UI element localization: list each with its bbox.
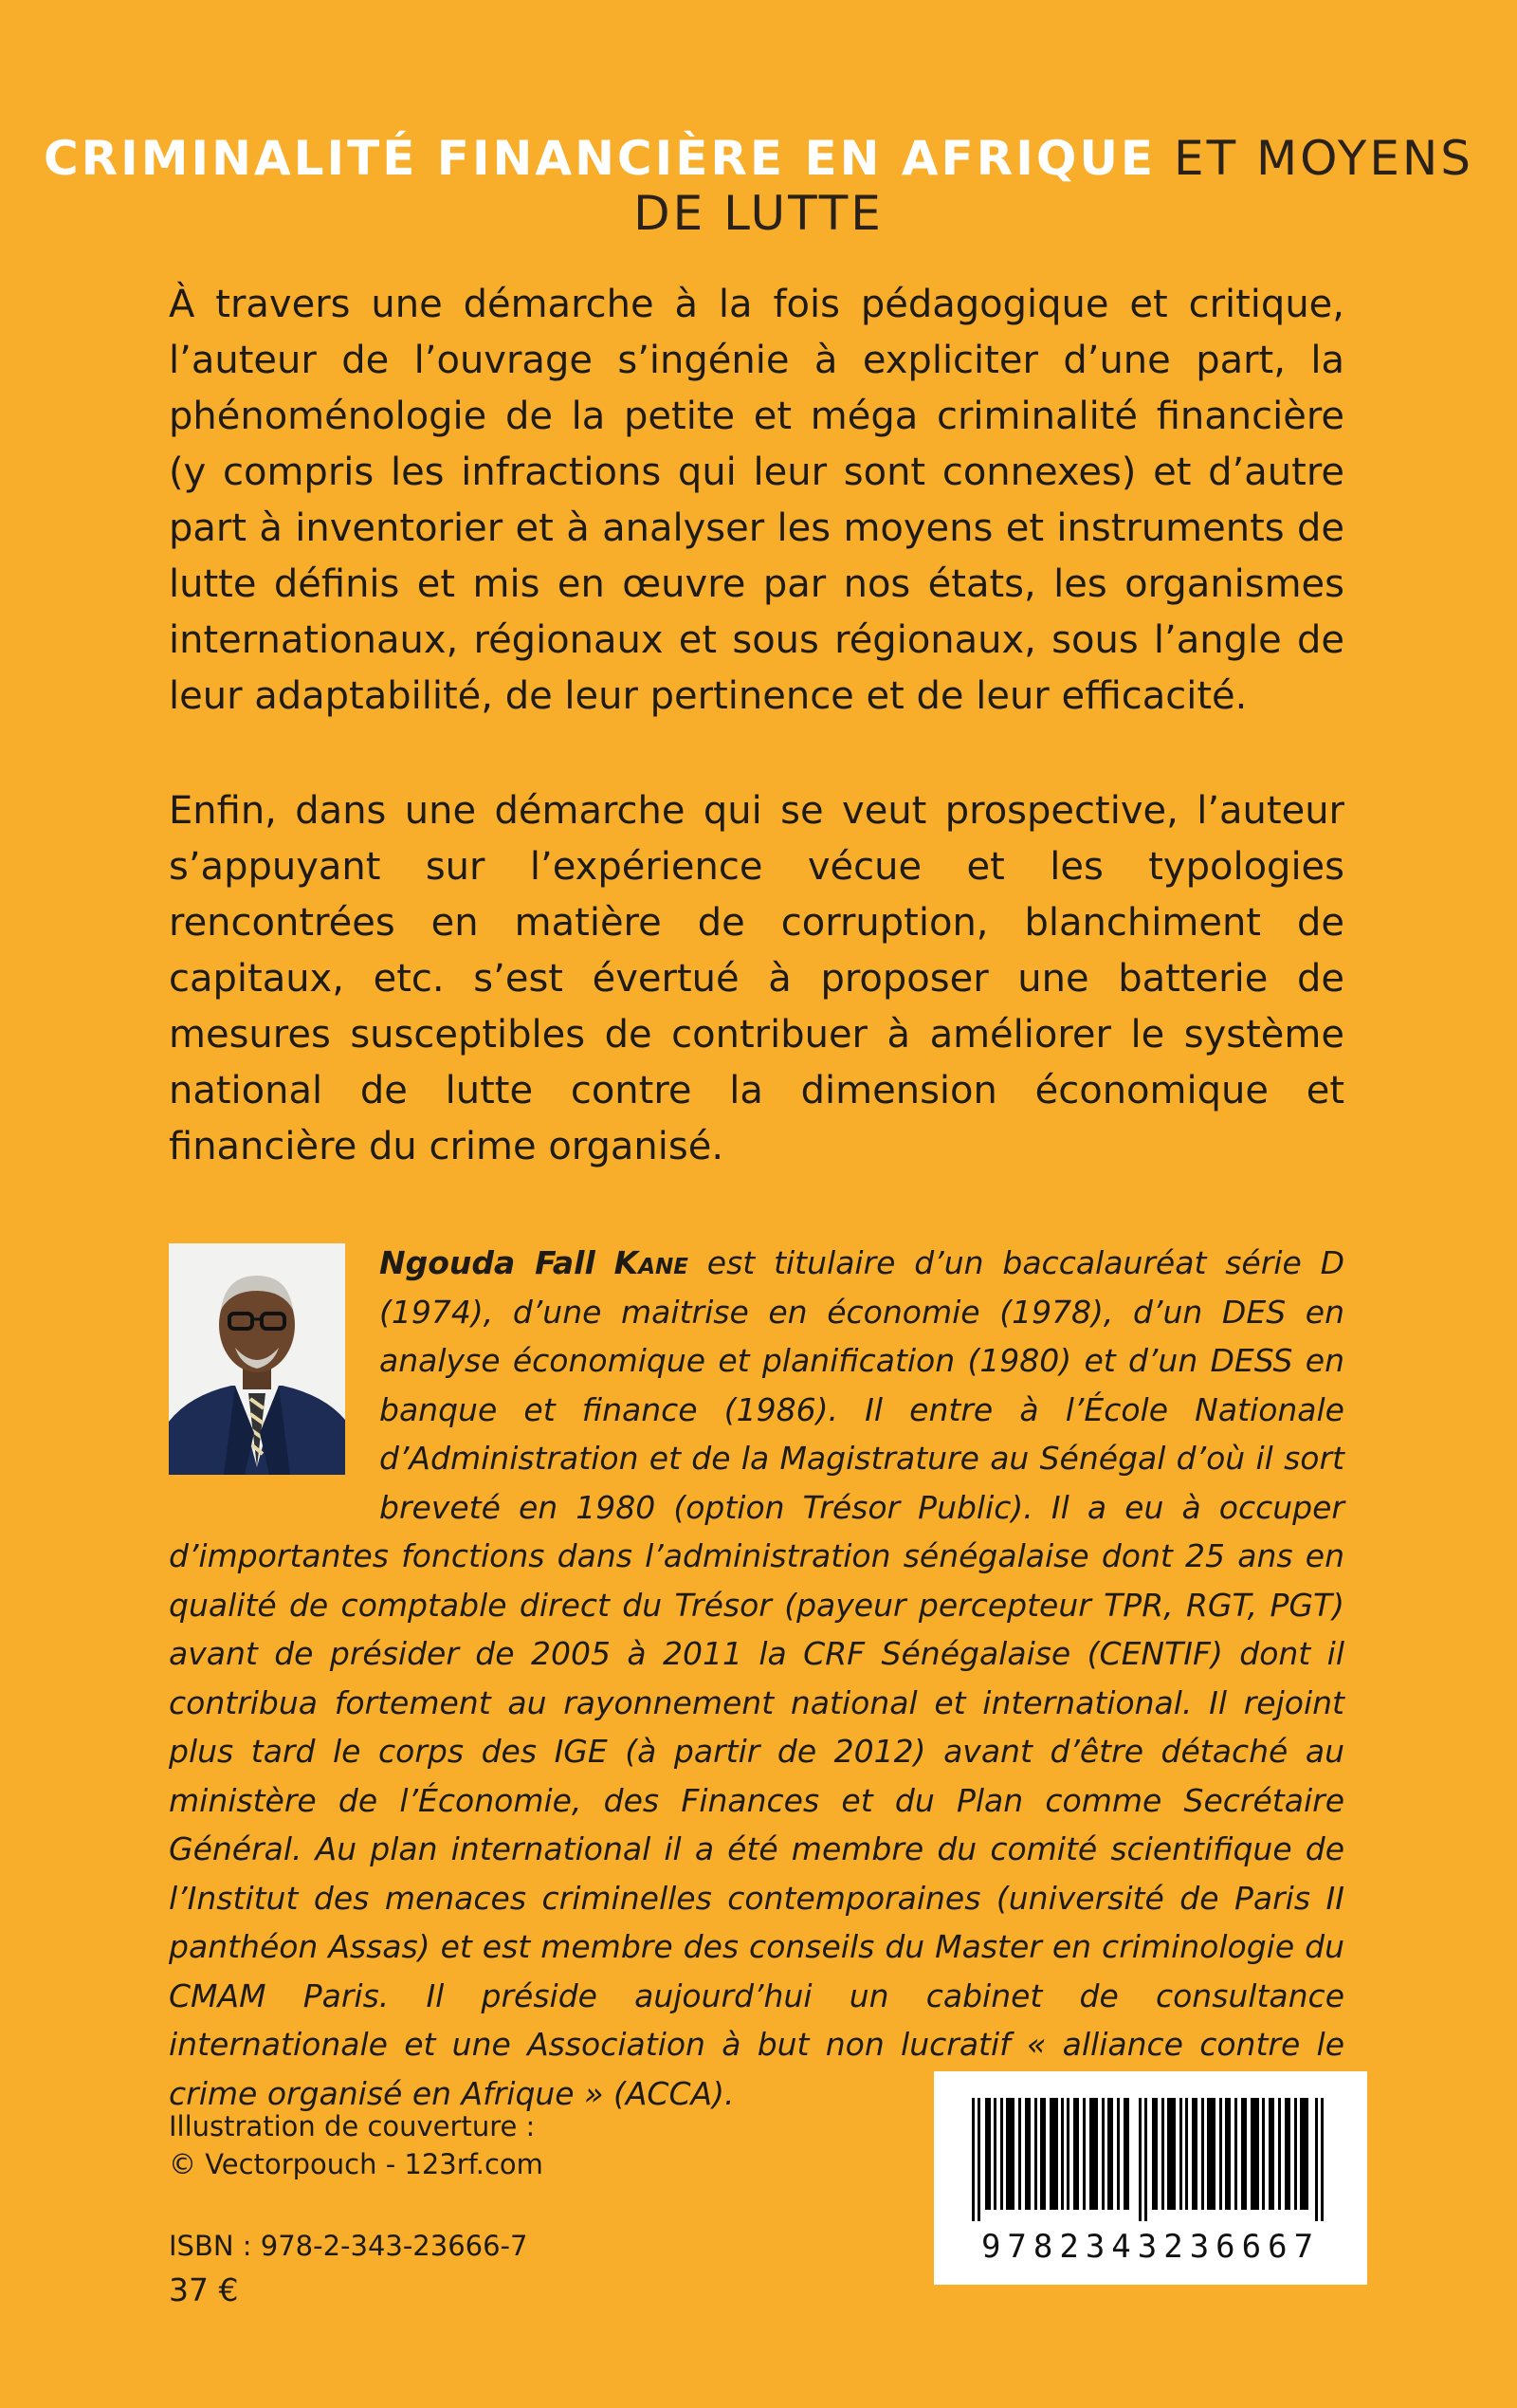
barcode [934,2071,1367,2285]
author-first-name: Ngouda Fall [379,1244,595,1281]
title-light-part: ET MOYENS DE LUTTE [633,131,1474,241]
credit-source: © Vectorpouch - 123rf.com [169,2148,543,2180]
credit-label: Illustration de couverture : [169,2110,536,2142]
author-bio-text: est titulaire d’un baccalauréat série D (1974), d’une maitrise en économie (1978), d’un DES en analyse économique et planification (1980) et d’un DESS en banque et finance (1986). Il entre à l’École Nationale d’Administration et de la Magistrature au Sénégal d’où il sort breveté en 1980 (option Trésor Public). Il a eu à occuper d’importantes fonctions dans l’administration sénégalaise dont 25 ans en qualité de comptable direct du Trésor (payeur percepteur TPR, RGT, PGT) avant de présider de 2005 à 2011 la CRF Sénégalaise (CENTIF) dont il contribua fortement au rayonnement national et international. Il rejoint plus tard le corps des IGE (à partir de 2012) avant d’être détaché au ministère de l’Économie, des Finances et du Plan comme Secrétaire Général. Au plan international il a été membre du comité scientifique de l’Institut des menaces criminelles contemporaines (université de Paris II panthéon Assas) et est membre des conseils du Master en criminologie du CMAM Paris. Il préside aujourd’hui un cabinet de consultance internationale et une Association à but non lucratif « alliance contre le crime organisé en Afrique » (ACCA). [169,1244,1344,2112]
title-bold-part: CRIMINALITÉ FINANCIÈRE EN AFRIQUE [43,131,1157,186]
barcode-number: 9782343236667 [980,2228,1321,2266]
book-title [0,131,1517,241]
barcode-icon [964,2098,1337,2221]
isbn: ISBN : 978-2-343-23666-7 [169,2230,528,2262]
summary-paragraph-1: À travers une démarche à la fois pédagogique et critique, l’auteur de l’ouvrage s’ingénie à expliciter d’une part, la phénoménologie de la petite et méga criminalité financière (y compris les infractions qui leur sont connexes) et d’autre part à inventorier et à analyser les moyens et instruments de lutte définis et mis en œuvre par nos états, les organismes internationaux, régionaux et sous régionaux, sous l’angle de leur adaptabilité, de leur pertinence et de leur efficacité. [169,283,1344,718]
summary-paragraph-2: Enfin, dans une démarche qui se veut prospective, l’auteur s’appuyant sur l’expérience vécue et les typologies rencontrées en matière de corruption, blanchiment de capitaux, etc. s’est évertué à proposer une batterie de mesures susceptibles de contribuer à améliorer le système national de lutte contre la dimension économique et financière du crime organisé. [169,789,1344,1168]
photo-spacer [169,1239,379,1485]
cover-credit [169,2107,543,2183]
author-surname: Kane [613,1244,688,1281]
price: 37 € [169,2271,239,2308]
author-bio [169,1239,1344,2118]
